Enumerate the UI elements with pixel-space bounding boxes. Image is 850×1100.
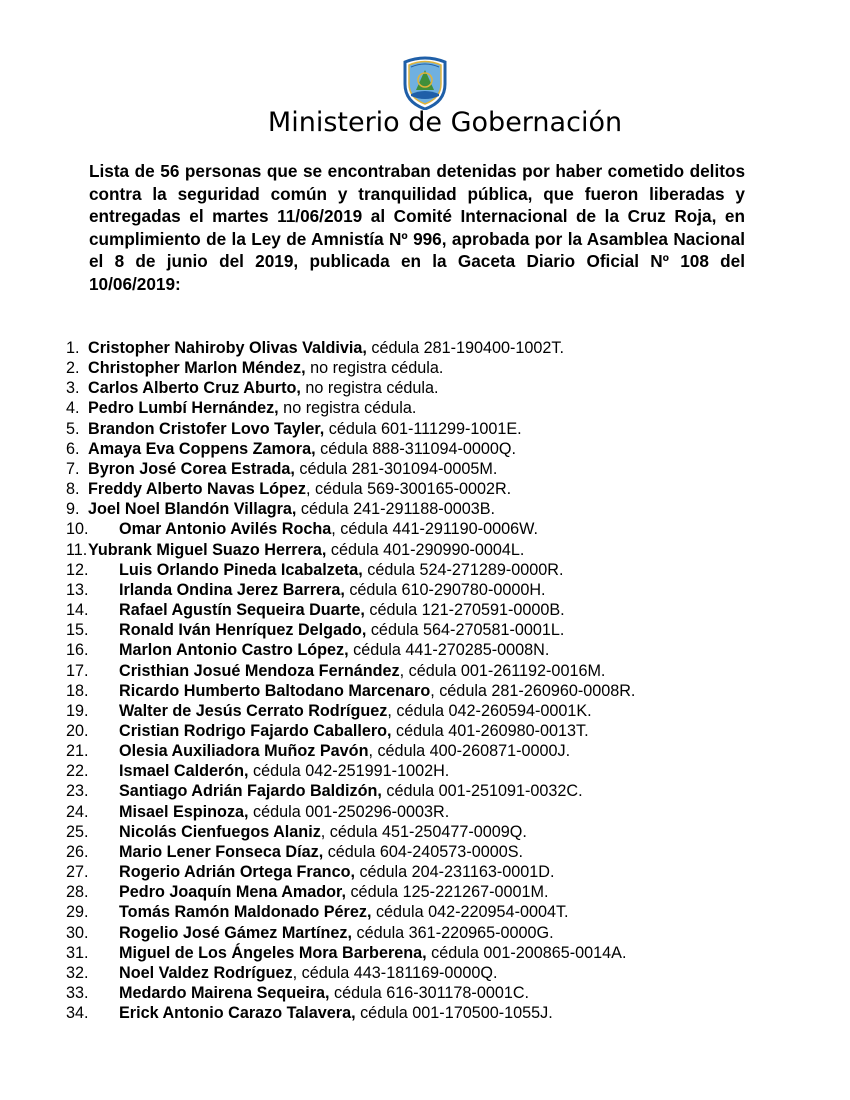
person-name: Cristhian Josué Mendoza Fernández <box>119 661 400 680</box>
person-id-info: , cédula 443-181169-0000Q. <box>292 963 498 982</box>
person-id-info: cédula 888-311094-0000Q. <box>315 439 517 458</box>
list-item-number: 18. <box>66 681 89 700</box>
person-name: Ronald Iván Henríquez Delgado, <box>119 621 367 640</box>
intro-paragraph: Lista de 56 personas que se encontraban detenidas por haber cometido delitos contra la seguridad común y tranquilidad pública, que fueron liberadas y entregadas el martes 11/06/2019 al Comité Internacional de la Cruz Roja, en cumplimiento de la Ley de Amnistía Nº 996, aprobada por la Asamblea Nacional el 8 de junio del 2019, publicada en la Gaceta Diario Oficial Nº 108 del 10/06/2019: <box>89 161 745 294</box>
list-item-number: 15. <box>66 621 89 640</box>
person-name: Noel Valdez Rodríguez <box>119 963 293 982</box>
person-name: Santiago Adrián Fajardo Baldizón, <box>119 782 382 801</box>
list-item <box>66 358 826 378</box>
person-id-info: no registra cédula. <box>305 359 444 378</box>
list-item <box>66 862 826 882</box>
person-name: Cristian Rodrigo Fajardo Caballero, <box>119 721 392 740</box>
person-name: Pedro Joaquín Mena Amador, <box>119 883 346 902</box>
list-item-number: 21. <box>66 742 89 761</box>
list-item-number: 31. <box>66 943 89 962</box>
list-item-number: 7. <box>66 459 80 478</box>
person-id-info: cédula 616-301178-0001C. <box>329 984 530 1002</box>
person-id-info: cédula 001-250296-0003R. <box>248 802 450 821</box>
list-item-number: 23. <box>66 782 89 801</box>
person-name: Omar Antonio Avilés Rocha <box>119 520 332 539</box>
list-item-number: 6. <box>66 439 80 458</box>
person-name: Rogerio Adrián Ortega Franco, <box>119 863 355 882</box>
person-name: Joel Noel Blandón Villagra, <box>88 500 297 519</box>
list-item <box>66 479 826 499</box>
list-item-number: 2. <box>66 359 80 378</box>
list-item-number: 11. <box>66 540 88 559</box>
list-item <box>66 923 826 943</box>
person-id-info: , cédula 001-261192-0016M. <box>399 661 606 680</box>
person-name: Amaya Eva Coppens Zamora, <box>88 439 316 458</box>
list-item-number: 5. <box>66 419 80 438</box>
list-item-number: 1. <box>66 339 80 357</box>
list-item <box>66 983 826 1003</box>
person-id-info: cédula 001-200865-0014A. <box>426 943 627 962</box>
person-name: Rafael Agustín Sequeira Duarte, <box>119 601 365 620</box>
list-item <box>66 620 826 640</box>
list-item-number: 20. <box>66 721 89 740</box>
person-name: Freddy Alberto Navas López <box>88 480 306 499</box>
list-item-number: 19. <box>66 701 89 720</box>
list-item-number: 10. <box>66 520 89 539</box>
list-item-number: 24. <box>66 802 89 821</box>
list-item <box>66 902 826 922</box>
person-id-info: no registra cédula. <box>300 379 439 398</box>
person-name: Misael Espinoza, <box>119 802 249 821</box>
ministry-seal-icon <box>401 56 449 110</box>
list-item-number: 8. <box>66 480 80 499</box>
person-id-info: cédula 241-291188-0003B. <box>296 500 495 519</box>
list-item <box>66 419 826 439</box>
page-title: Ministerio de Gobernación <box>267 107 623 138</box>
list-item <box>66 378 826 398</box>
list-item <box>66 681 826 701</box>
person-name: Walter de Jesús Cerrato Rodríguez <box>119 701 388 720</box>
list-item <box>66 459 826 479</box>
person-name: Yubrank Miguel Suazo Herrera, <box>88 540 327 559</box>
list-item-number: 9. <box>66 500 80 519</box>
list-item <box>66 701 826 721</box>
person-id-info: , cédula 281-260960-0008R. <box>430 681 636 700</box>
person-id-info: , cédula 400-260871-0000J. <box>368 742 571 761</box>
list-item-number: 29. <box>66 903 89 922</box>
list-item <box>66 439 826 459</box>
list-item <box>66 580 826 600</box>
person-id-info: cédula 042-251991-1002H. <box>248 762 450 781</box>
list-item-number: 13. <box>66 580 89 599</box>
list-item-number: 4. <box>66 399 80 418</box>
list-item <box>66 842 826 862</box>
person-name: Olesia Auxiliadora Muñoz Pavón <box>119 742 369 761</box>
person-name: Miguel de Los Ángeles Mora Barberena, <box>119 943 427 962</box>
list-item <box>66 338 826 358</box>
person-id-info: cédula 401-290990-0004L. <box>326 540 525 559</box>
person-name: Ricardo Humberto Baltodano Marcenaro <box>119 681 431 700</box>
person-id-info: cédula 564-270581-0001L. <box>366 621 565 640</box>
person-id-info: cédula 281-190400-1002T. <box>366 339 564 357</box>
list-item <box>66 721 826 741</box>
person-id-info: no registra cédula. <box>278 399 417 418</box>
list-item <box>66 600 826 620</box>
person-id-info: cédula 604-240573-0000S. <box>323 842 524 861</box>
person-id-info: cédula 281-301094-0005M. <box>294 459 498 478</box>
list-item <box>66 661 826 681</box>
list-item-number: 14. <box>66 601 89 620</box>
list-item <box>66 499 826 519</box>
list-item-number: 34. <box>66 1004 89 1023</box>
person-name: Carlos Alberto Cruz Aburto, <box>88 379 301 398</box>
person-id-info: cédula 125-221267-0001M. <box>345 883 549 902</box>
list-item <box>66 802 826 822</box>
list-item-number: 3. <box>66 379 80 398</box>
list-item-number: 22. <box>66 762 89 781</box>
list-item-number: 12. <box>66 560 89 579</box>
list-item-number: 17. <box>66 661 89 680</box>
person-id-info: cédula 042-220954-0004T. <box>371 903 569 922</box>
list-item <box>66 540 826 560</box>
person-name: Medardo Mairena Sequeira, <box>119 984 330 1002</box>
list-item-number: 30. <box>66 923 89 942</box>
list-item-number: 28. <box>66 883 89 902</box>
list-item-number: 16. <box>66 641 89 660</box>
person-id-info: cédula 121-270591-0000B. <box>364 601 565 620</box>
list-item <box>66 943 826 963</box>
list-item <box>66 963 826 983</box>
person-name: Luis Orlando Pineda Icabalzeta, <box>119 560 363 579</box>
person-id-info: cédula 204-231163-0001D. <box>354 863 555 882</box>
list-item <box>66 519 826 539</box>
person-name: Tomás Ramón Maldonado Pérez, <box>119 903 372 922</box>
person-name: Christopher Marlon Méndez, <box>88 359 306 378</box>
list-item <box>66 781 826 801</box>
list-item <box>66 1003 826 1023</box>
list-item-number: 32. <box>66 963 89 982</box>
person-id-info: cédula 401-260980-0013T. <box>391 721 589 740</box>
person-id-info: cédula 001-251091-0032C. <box>381 782 583 801</box>
list-item <box>66 741 826 761</box>
person-id-info: , cédula 441-291190-0006W. <box>331 520 538 539</box>
person-id-info: cédula 610-290780-0000H. <box>344 580 546 599</box>
person-name: Ismael Calderón, <box>119 762 249 781</box>
person-name: Rogelio José Gámez Martínez, <box>119 923 352 942</box>
person-name: Nicolás Cienfuegos Alaniz <box>119 822 321 841</box>
person-id-info: , cédula 569-300165-0002R. <box>305 480 512 499</box>
person-name: Cristopher Nahiroby Olivas Valdivia, <box>88 339 367 357</box>
list-item <box>66 560 826 580</box>
list-item-number: 27. <box>66 863 89 882</box>
detainee-list <box>66 338 826 1023</box>
list-item <box>66 398 826 418</box>
person-name: Mario Lener Fonseca Díaz, <box>119 842 324 861</box>
list-item <box>66 640 826 660</box>
person-id-info: cédula 361-220965-0000G. <box>351 923 554 942</box>
person-name: Brandon Cristofer Lovo Tayler, <box>88 419 325 438</box>
person-name: Marlon Antonio Castro López, <box>119 641 349 660</box>
list-item-number: 26. <box>66 842 89 861</box>
person-id-info: cédula 524-271289-0000R. <box>362 560 564 579</box>
list-item-number: 25. <box>66 822 89 841</box>
person-name: Pedro Lumbí Hernández, <box>88 399 279 418</box>
person-id-info: , cédula 042-260594-0001K. <box>387 701 592 720</box>
person-name: Byron José Corea Estrada, <box>88 459 295 478</box>
person-name: Irlanda Ondina Jerez Barrera, <box>119 580 345 599</box>
person-name: Erick Antonio Carazo Talavera, <box>119 1004 356 1023</box>
person-id-info: cédula 601-111299-1001E. <box>324 419 522 438</box>
list-item <box>66 761 826 781</box>
person-id-info: , cédula 451-250477-0009Q. <box>320 822 527 841</box>
list-item <box>66 822 826 842</box>
list-item <box>66 882 826 902</box>
person-id-info: cédula 441-270285-0008N. <box>348 641 550 660</box>
list-item-number: 33. <box>66 984 89 1002</box>
person-id-info: cédula 001-170500-1055J. <box>355 1004 553 1023</box>
